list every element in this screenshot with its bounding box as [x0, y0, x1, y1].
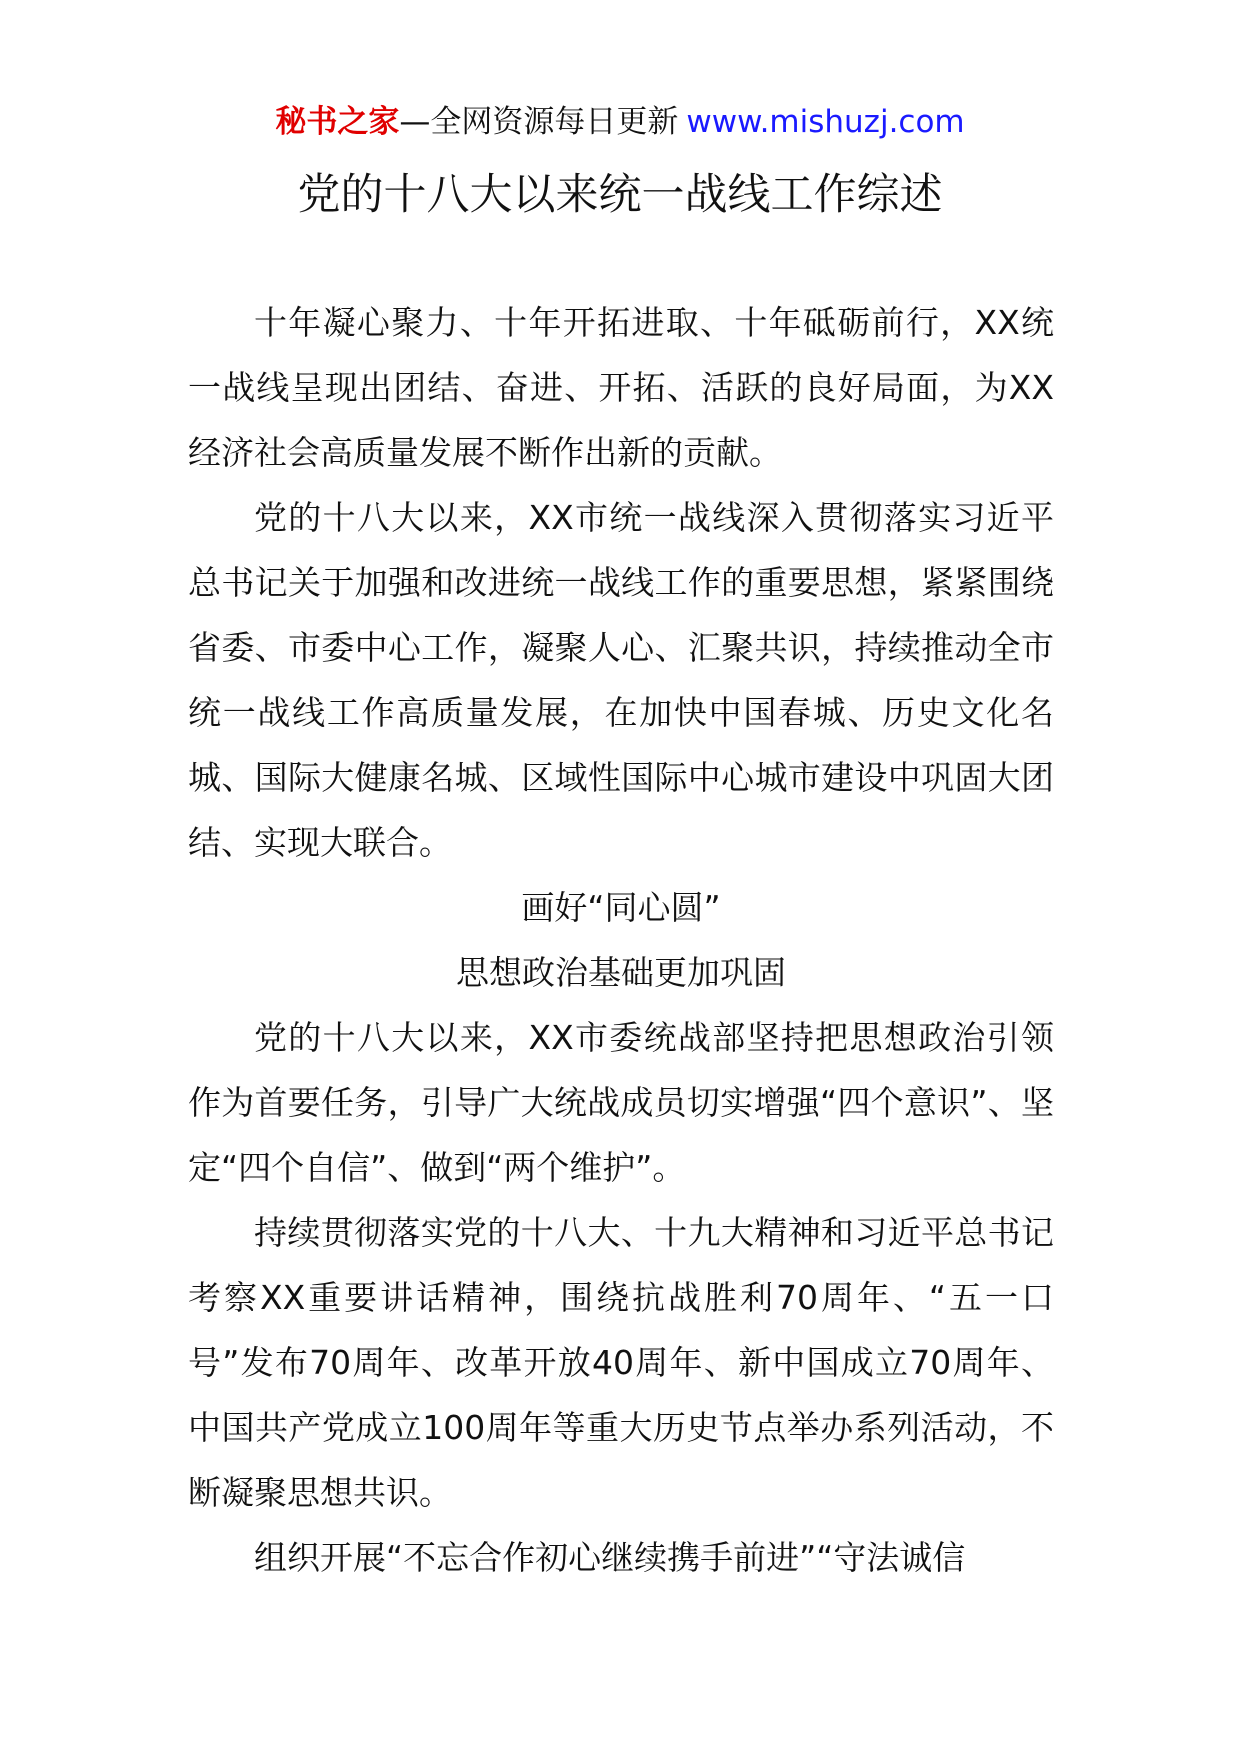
paragraph-overview: 党的十八大以来，XX市统一战线深入贯彻落实习近平总书记关于加强和改进统一战线工作的重要思想，紧紧围绕省委、市委中心工作，凝聚人心、汇聚共识，持续推动全市统一战线工作高质量发展，在加快中国春城、历史文化名城、国际大健康名城、区域性国际中心城市建设中巩固大团结、实现大联合。 [188, 498, 1054, 862]
brand-name: 秘书之家 [275, 104, 400, 140]
paragraph-section1-b: 持续贯彻落实党的十八大、十九大精神和习近平总书记考察XX重要讲话精神，围绕抗战胜利70周年、“五一口号”发布70周年、改革开放40周年、新中国成立70周年、中国共产党成立100周年等重大历史节点举办系列活动，不断凝聚思想共识。 [188, 1213, 1054, 1512]
paragraph-section1-c: 组织开展“不忘合作初心继续携手前进”“守法诚信 [254, 1538, 966, 1577]
document-title: 党的十八大以来统一战线工作综述 [297, 170, 943, 220]
paragraph-intro: 十年凝心聚力、十年开拓进取、十年砥砺前行，XX统一战线呈现出团结、奋进、开拓、活跃的良好局面，为XX经济社会高质量发展不断作出新的贡献。 [188, 303, 1054, 472]
header-tagline: —全网资源每日更新 [399, 104, 679, 140]
site-url-link[interactable]: www.mishuzj.com [686, 104, 965, 140]
section-heading-line1: 画好“同心圆” [521, 888, 721, 927]
site-header [0, 100, 1240, 144]
paragraph-section1-a: 党的十八大以来，XX市委统战部坚持把思想政治引领作为首要任务，引导广大统战成员切实增强“四个意识”、坚定“四个自信”、做到“两个维护”。 [188, 1018, 1054, 1187]
document-body [188, 290, 1054, 1590]
section-heading-line2: 思想政治基础更加巩固 [456, 953, 786, 992]
